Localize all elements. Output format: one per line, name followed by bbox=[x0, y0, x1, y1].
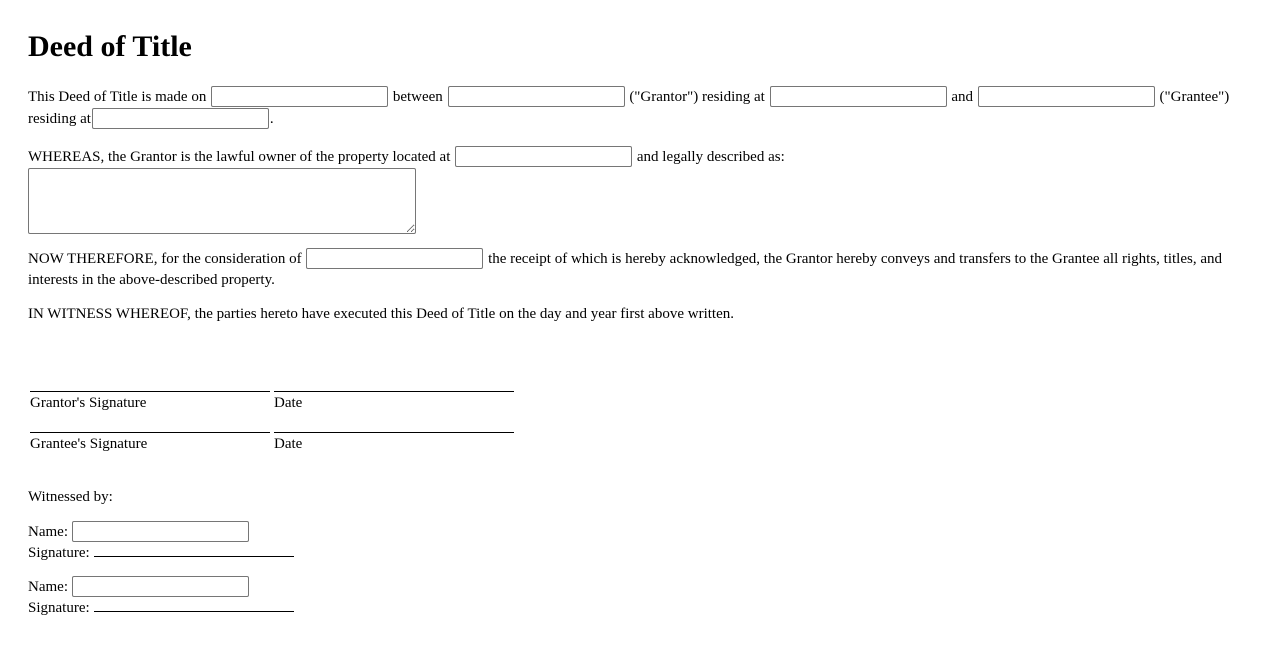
intro-text-3: ("Grantor") residing at bbox=[629, 89, 765, 105]
witness-block-1 bbox=[28, 521, 294, 563]
deed-date-input[interactable] bbox=[211, 86, 388, 107]
grantee-address-input[interactable] bbox=[92, 108, 269, 129]
grantor-address-input[interactable] bbox=[770, 86, 947, 107]
now-therefore-text-2: the receipt of which is hereby acknowledged, the Grantor hereby conveys and transfers to the Grantee all rights, titles, and interests in the above-described property. bbox=[28, 251, 1222, 288]
page-title: Deed of Title bbox=[28, 30, 192, 63]
intro-text-1: This Deed of Title is made on bbox=[28, 89, 207, 105]
witness-block-2 bbox=[28, 576, 294, 618]
witness-1-name-input[interactable] bbox=[72, 521, 249, 542]
legal-description-textarea[interactable] bbox=[28, 168, 416, 234]
now-therefore-text-1: NOW THEREFORE, for the consideration of bbox=[28, 251, 302, 267]
intro-text-5: ("Grantee") residing at bbox=[28, 89, 1230, 127]
witness-1-signature-label: Signature: bbox=[28, 545, 90, 561]
grantor-signature-line bbox=[30, 375, 270, 392]
grantee-name-input[interactable] bbox=[978, 86, 1155, 107]
witness-1-signature-line bbox=[94, 542, 294, 557]
intro-text-6: . bbox=[269, 111, 274, 127]
grantee-date-cell bbox=[274, 416, 514, 457]
grantor-name-input[interactable] bbox=[448, 86, 625, 107]
grantor-signature-cell bbox=[30, 375, 270, 416]
witness-2-signature-label: Signature: bbox=[28, 600, 90, 616]
in-witness-paragraph: IN WITNESS WHEREOF, the parties hereto have executed this Deed of Title on the day and year first above written. bbox=[28, 306, 734, 322]
grantor-date-label: Date bbox=[274, 395, 303, 411]
whereas-text-2: and legally described as: bbox=[636, 149, 785, 165]
witness-1-name-label: Name: bbox=[28, 524, 68, 540]
signature-table bbox=[30, 375, 514, 457]
intro-text-2: between bbox=[392, 89, 443, 105]
witness-1-signature-row bbox=[28, 542, 294, 563]
witnessed-by-heading: Witnessed by: bbox=[28, 489, 113, 505]
grantee-signature-line bbox=[30, 416, 270, 433]
grantee-signature-cell bbox=[30, 416, 270, 457]
consideration-input[interactable] bbox=[306, 248, 483, 269]
grantee-signature-label: Grantee's Signature bbox=[30, 436, 148, 452]
property-location-input[interactable] bbox=[455, 146, 632, 167]
witness-2-signature-row bbox=[28, 597, 294, 618]
now-therefore-paragraph bbox=[28, 248, 1233, 291]
whereas-paragraph bbox=[28, 146, 1233, 234]
witness-2-name-row bbox=[28, 576, 294, 597]
grantor-date-line bbox=[274, 375, 514, 392]
witness-2-signature-line bbox=[94, 597, 294, 612]
witness-2-name-input[interactable] bbox=[72, 576, 249, 597]
whereas-text-1: WHEREAS, the Grantor is the lawful owner of the property located at bbox=[28, 149, 451, 165]
grantor-date-cell bbox=[274, 375, 514, 416]
intro-text-4: and bbox=[951, 89, 974, 105]
grantee-date-label: Date bbox=[274, 436, 303, 452]
grantee-date-line bbox=[274, 416, 514, 433]
intro-paragraph bbox=[28, 86, 1233, 130]
witness-1-name-row bbox=[28, 521, 294, 542]
grantor-signature-label: Grantor's Signature bbox=[30, 395, 147, 411]
witness-2-name-label: Name: bbox=[28, 579, 68, 595]
